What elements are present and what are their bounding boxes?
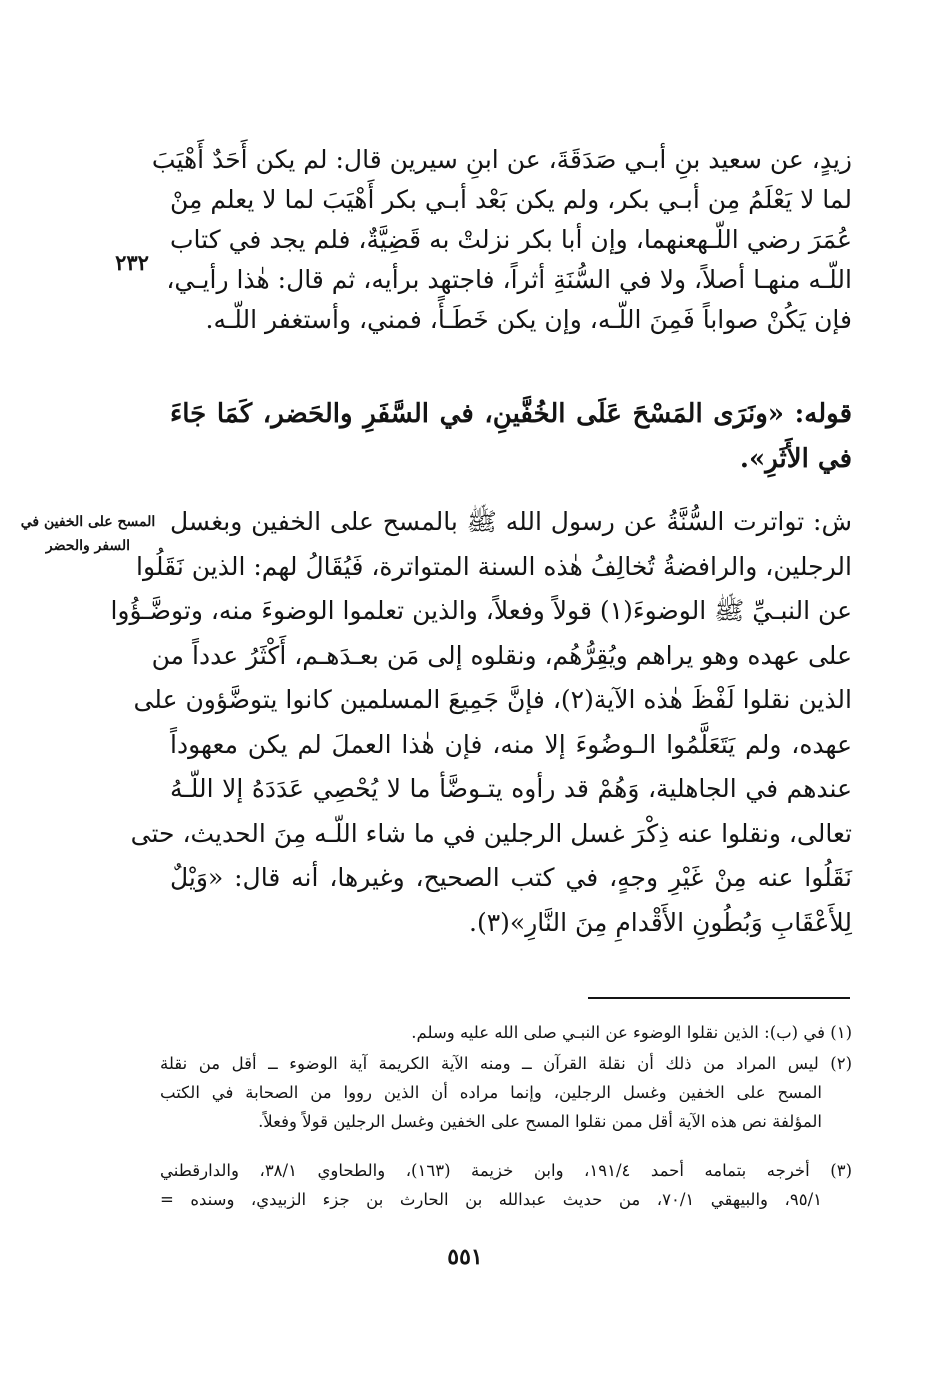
text-line: نَقَلُوا عنه مِنْ غَيْرِ وجهٍ، في كتب الصحيح، وغيرها، أنه قال: «وَيْلٌ xyxy=(170,863,852,892)
footnote-2 xyxy=(160,1049,852,1136)
commentary-paragraph xyxy=(110,500,852,945)
text-line: الذين نقلوا لَفْظَ هٰذه الآية(٢)، فإنَّ جَمِيعَ المسلمين كانوا يتوضَّؤون على xyxy=(133,685,852,714)
text-line: في الأَثَرِ». xyxy=(739,444,852,474)
footnote-line: (٣) أخرجه بتمامه أحمد ١٩١/٤، وابن خزيمة (١٦٣)، والطحاوي ٣٨/١، والدارقطني xyxy=(160,1161,852,1180)
text-line: اللّـه منهـا أصلاً، ولا في السُّنَةِ أثراً، فاجتهد برأيه، ثم قال: هٰذا رأيـي، xyxy=(166,265,852,294)
text-line: لِلأَعْقَابِ وَبُطُونِ الأَقْدامِ مِنَ النَّارِ»(٣). xyxy=(469,907,852,937)
matn-paragraph xyxy=(170,392,852,482)
text-line: عهده، ولم يَتَعَلَّمُوا الـوضُوءَ إلا منه، فإن هٰذا العملَ لم يكن معهوداً xyxy=(170,729,852,759)
footnote-3 xyxy=(160,1156,852,1214)
text-line: عن النبـيِّ ﷺ الوضوءَ(١) قولاً وفعلاً، والذين تعلموا الوضوءَ منه، وتوضَّـؤُوا xyxy=(110,596,852,625)
footnote-line: المؤلفة نص هذه الآية أقل ممن نقلوا المسح على الخفين وغسل الرجلين قولاً وفعلاً. xyxy=(258,1112,822,1131)
page-number: ٥٥١ xyxy=(447,1244,483,1270)
text-line: تعالى، ونقلوا عنه ذِكْرَ غسل الرجلين في ما شاء اللّـه مِنَ الحديث، حتى xyxy=(130,818,852,848)
text-line: زيدٍ، عن سعيد بنِ أبـي صَدَقَةَ، عن ابنِ سيرين قال: لم يكن أَحَدٌ أَهْيَبَ xyxy=(151,145,852,174)
quote-paragraph xyxy=(151,140,852,340)
side-page-number: ٢٣٢ xyxy=(115,250,149,275)
text-line: قوله: «ونَرَى المَسْحَ عَلَى الخُفَّينِ، في السَّفَرِ والحَضر، كَمَا جَاءَ xyxy=(170,399,852,429)
footnote-line: المسح على الخفين وغسل الرجلين، وإنما مراده أن الذين رووا من الصحابة في الكتب xyxy=(160,1083,822,1102)
text-line: لما لا يَعْلَمُ مِن أبـي بكر، ولم يكن بَعْد أبـي بكر أَهْيَبَ لما لا يعلم مِنْ xyxy=(170,185,852,214)
footnote-1 xyxy=(160,1018,852,1047)
text-line: فإن يَكُنْ صواباً فَمِنَ اللّـه، وإن يكن خَطَـأً، فمني، وأستغفر اللّـه. xyxy=(205,305,852,334)
text-line: الرجلين، والرافضةُ تُخالِفُ هٰذه السنة المتواترة، فَيُقَالُ لهم: الذين نَقَلُوا xyxy=(136,551,852,581)
footnote-divider xyxy=(588,997,850,999)
footnote-line: (٢) ليس المراد من ذلك أن نقلة القرآن ــ ومنه الآية الكريمة آية الوضوء ــ أقل من نقلة xyxy=(160,1054,852,1073)
text-line: على عهده وهو يراهم ويُقِرُّهُم، ونقلوه إلى مَن بعـدَهـم، أَكْثَرُ عدداً من xyxy=(151,640,852,670)
text-line: ش: تواترت السُّنَّةُ عن رسول الله ﷺ بالمسح على الخفين وبغسل xyxy=(170,507,852,536)
footnote-line: (١) في (ب): الذين نقلوا الوضوء عن النبـي صلى الله عليه وسلم. xyxy=(411,1023,852,1042)
margin-note: المسح على الخفين في السفر والحضر xyxy=(20,514,156,554)
text-line: عُمَرَ رضي اللّـهعنهما، وإن أبا بكر نزلتْ به قَضِيَّةٌ، فلم يجد في كتاب xyxy=(170,225,852,254)
text-line: عندهم في الجاهلية، وَهُمْ قد رأوه يتـوضَّأ ما لا يُحْصِي عَدَدَهُ إلا اللّـهُ xyxy=(170,774,852,803)
footnote-line: ٩٥/١، والبيهقي ٧٠/١، من حديث عبدالله بن الحارث بن جزء الزبيدي، وسنده = xyxy=(160,1190,823,1209)
